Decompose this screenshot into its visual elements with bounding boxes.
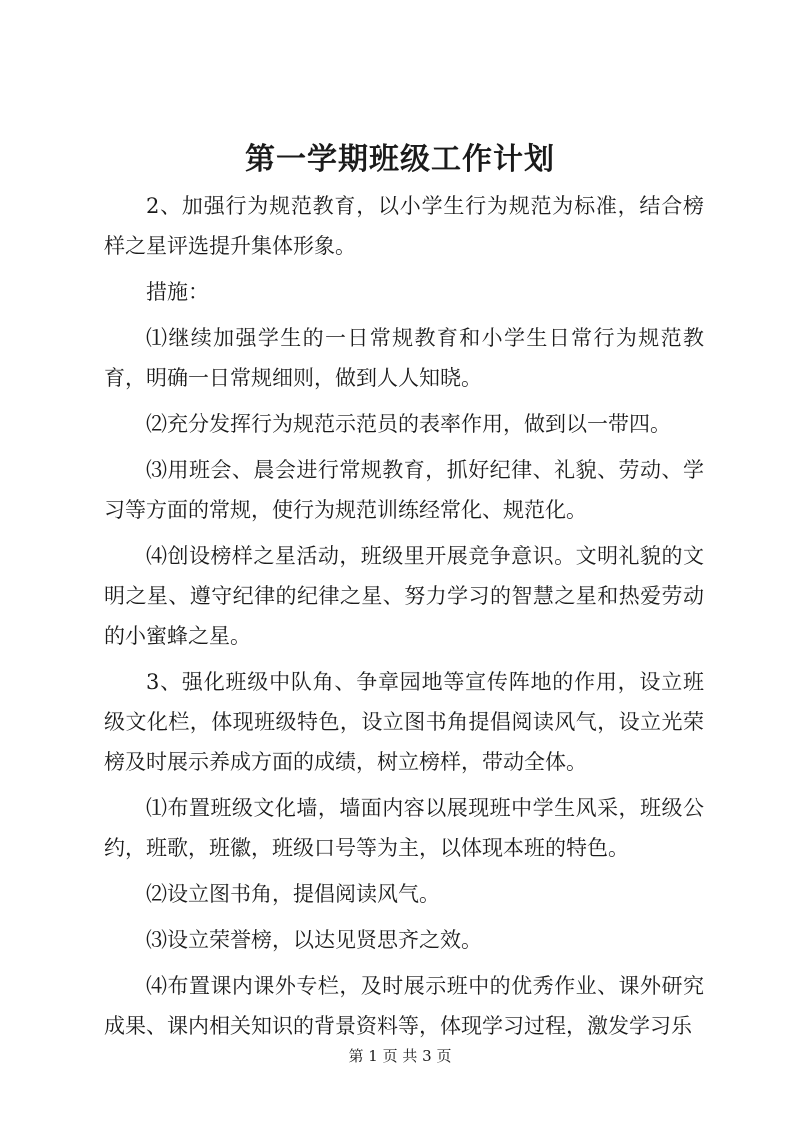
paragraph: ⑷创设榜样之星活动，班级里开展竞争意识。文明礼貌的文明之星、遵守纪律的纪律之星、努力学习的智慧之星和热爱劳动的小蜜蜂之星。 — [104, 544, 704, 648]
paragraph: 3、强化班级中队角、争章园地等宣传阵地的作用，设立班级文化栏，体现班级特色，设立图书角提倡阅读风气，设立光荣榜及时展示养成方面的成绩，树立榜样，带动全体。 — [104, 670, 704, 774]
paragraph: ⑶设立荣誉榜，以达见贤思齐之效。 — [146, 928, 482, 952]
document-body — [104, 186, 704, 1046]
paragraph: 措施： — [146, 280, 209, 304]
paragraph: ⑶用班会、晨会进行常规教育，抓好纪律、礼貌、劳动、学习等方面的常规，使行为规范训练经常化、规范化。 — [104, 458, 704, 522]
document-title: 第一学期班级工作计划 — [245, 142, 555, 177]
paragraph: ⑵设立图书角，提倡阅读风气。 — [146, 882, 440, 906]
paragraph: ⑴布置班级文化墙，墙面内容以展现班中学生风采，班级公约，班歌，班徽，班级口号等为主，以体现本班的特色。 — [104, 796, 704, 860]
paragraph: ⑴继续加强学生的一日常规教育和小学生日常行为规范教育，明确一日常规细则，做到人人知晓。 — [104, 326, 704, 390]
page-number-footer: 第 1 页 共 3 页 — [348, 1047, 452, 1065]
paragraph: 2、加强行为规范教育，以小学生行为规范为标准，结合榜样之星评选提升集体形象。 — [104, 194, 704, 258]
paragraph: ⑷布置课内课外专栏，及时展示班中的优秀作业、课外研究成果、课内相关知识的背景资料等，体现学习过程，激发学习乐 — [104, 974, 704, 1038]
paragraph: ⑵充分发挥行为规范示范员的表率作用，做到以一带四。 — [146, 412, 671, 436]
